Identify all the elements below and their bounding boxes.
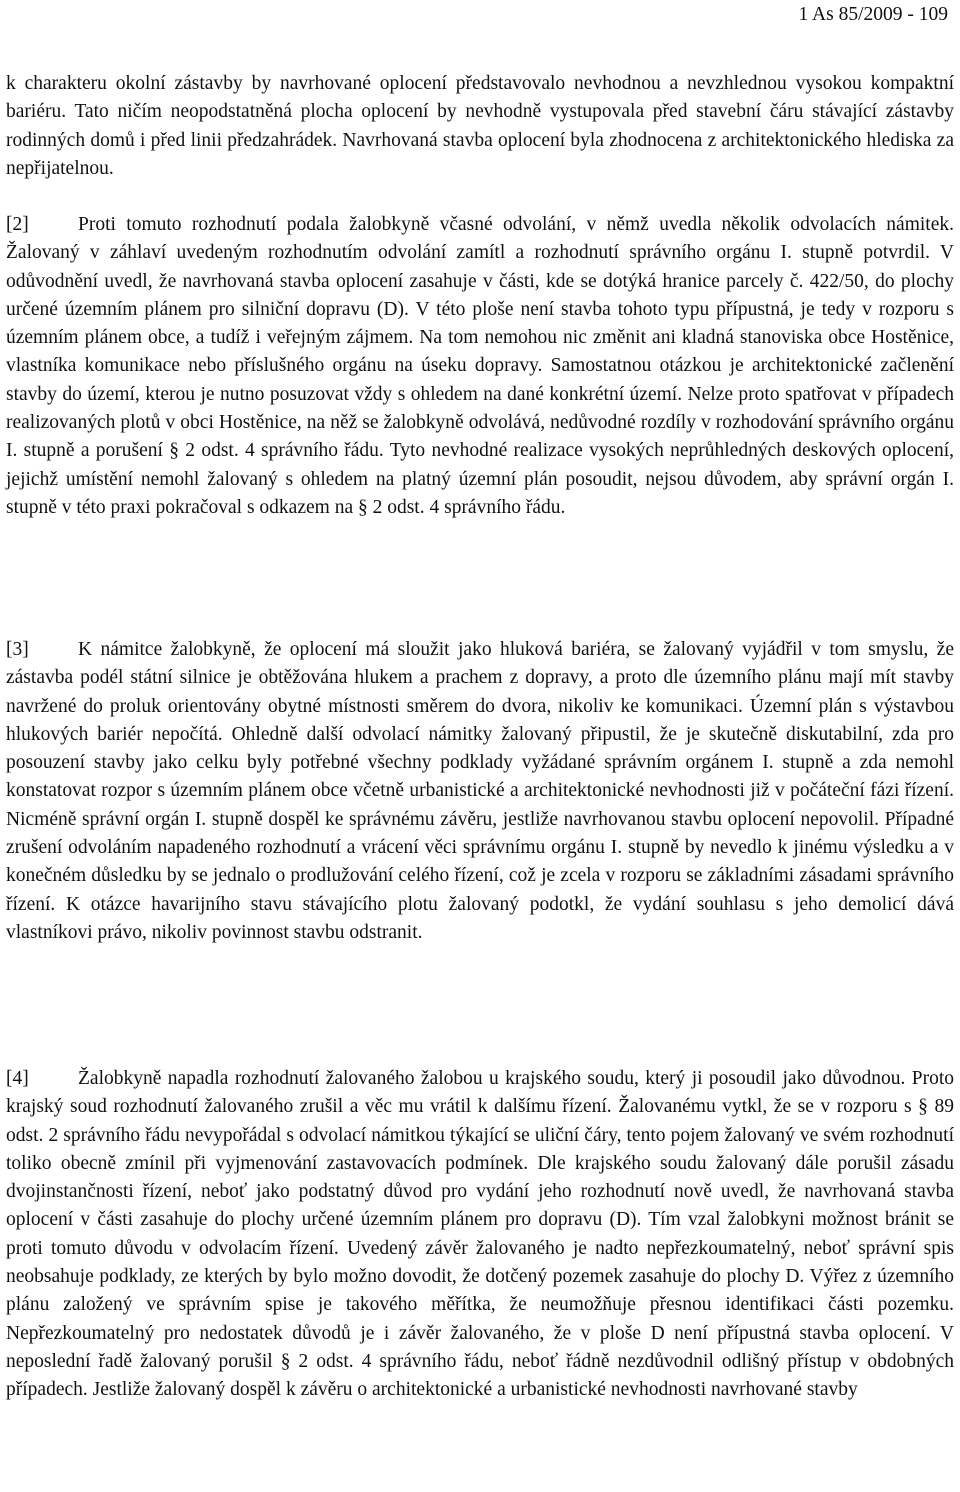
- paragraph-text: Žalobkyně napadla rozhodnutí žalovaného žalobou u krajského soudu, který ji posoudil jako důvodnou. Proto krajský soud rozhodnutí žalovaného zrušil a věc mu vrátil k dalšímu řízení. Žalovanému vytkl, že se v rozporu s § 89 odst. 2 správního řádu nevypořádal s odvolací námitkou týkající se uliční čáry, tento pojem žalovaný ve svém rozhodnutí toliko obecně zmínil při vyjmenování zastavovacích podmínek. Dle krajského soudu žalovaný dále porušil zásadu dvojinstančnosti řízení, neboť jako podstatný důvod pro vydání jeho rozhodnutí nově uvedl, že navrhovaná stavba oplocení v části zasahuje do plochy určené územním plánem pro dopravu (D). Tím vzal žalobkyni možnost bránit se proti tomuto důvodu v odvolacím řízení. Uvedený závěr žalovaného je nadto nepřezkoumatelný, neboť správní spis neobsahuje podklady, ze kterých by bylo možno dovodit, že dotčený pozemek zasahuje do plochy D. Výřez z územního plánu založený ve správním spise je takového měřítka, že neumožňuje přesnou identifikaci části pozemku. Nepřezkoumatelný pro nedostatek důvodů je i závěr žalovaného, že v ploše D není přípustná stavba oplocení. V neposlední řadě žalovaný porušil § 2 odst. 4 správního řádu, neboť řádně nezdůvodnil odlišný přístup v obdobných případech. Jestliže žalovaný dospěl k závěru o architektonické a urbanistické nevhodnosti navrhované stavby: [6, 1068, 954, 1401]
- paragraph-text: k charakteru okolní zástavby by navrhované oplocení představovalo nevhodnou a nevzhlednou vysokou kompaktní bariéru. Tato ničím neopodstatněná plocha oplocení by nevhodně vystupovala před stavební čáru stávající zástavby rodinných domů i před linii předzahrádek. Navrhovaná stavba oplocení byla zhodnocena z architektonického hlediska za nepřijatelnou.: [6, 73, 954, 179]
- paragraph-2: [6, 211, 954, 522]
- case-number-header: 1 As 85/2009 - 109: [798, 4, 948, 25]
- paragraph-4: [6, 1065, 954, 1405]
- paragraph-number: [4]: [6, 1068, 29, 1089]
- paragraph-number: [3]: [6, 639, 29, 660]
- paragraph-text: Proti tomuto rozhodnutí podala žalobkyně včasné odvolání, v němž uvedla několik odvolacích námitek. Žalovaný v záhlaví uvedeným rozhodnutím odvolání zamítl a rozhodnutí správního orgánu I. stupně potvrdil. V odůvodnění uvedl, že navrhovaná stavba oplocení zasahuje v části, kde se dotýká hranice parcely č. 422/50, do plochy určené územním plánem pro silniční dopravu (D). V této ploše není stavba tohoto typu přípustná, je tedy v rozporu s územním plánem obce, a tudíž i veřejným zájmem. Na tom nemohou nic změnit ani kladná stanoviska obce Hostěnice, vlastníka komunikace nebo příslušného orgánu na úseku dopravy. Samostatnou otázkou je architektonické začlenění stavby do území, kterou je nutno posuzovat vždy s ohledem na dané konkrétní území. Nelze proto spatřovat v případech realizovaných plotů v obci Hostěnice, na něž se žalobkyně odvolává, nedůvodné rozdíly v rozhodování správního orgánu I. stupně a porušení § 2 odst. 4 správního řádu. Tyto nevhodné realizace vysokých neprůhledných deskových oplocení, jejichž umístění nemohl žalovaný s ohledem na platný územní plán posoudit, nejsou důvodem, aby správní orgán I. stupně v této praxi pokračoval s odkazem na § 2 odst. 4 správního řádu.: [6, 214, 954, 518]
- paragraph-text: K námitce žalobkyně, že oplocení má sloužit jako hluková bariéra, se žalovaný vyjádřil v tom smyslu, že zástavba podél státní silnice je obtěžována hlukem a prachem z dopravy, a proto dle územního plánu mají mít stavby navržené do proluk orientovány obytné místnosti směrem do dvora, nikoliv ke komunikaci. Územní plán s výstavbou hlukových bariér nepočítá. Ohledně další odvolací námitky žalovaný připustil, že je skutečně diskutabilní, zda pro posouzení stavby jako celku byly potřebné všechny podklady vyžádané správním orgánem I. stupně a zda nemohl konstatovat rozpor s územním plánem obce včetně urbanistické a architektonické nevhodnosti již v počáteční fázi řízení. Nicméně správní orgán I. stupně dospěl ke správnému závěru, jestliže navrhovanou stavbu oplocení nepovolil. Případné zrušení odvoláním napadeného rozhodnutí a vrácení věci správnímu orgánu I. stupně by nevedlo k jinému výsledku a v konečném důsledku by se jednalo o prodlužování celého řízení, což je zcela v rozporu se základními zásadami správního řízení. K otázce havarijního stavu stávajícího plotu žalovaný podotkl, že vydání souhlasu s jeho demolicí dává vlastníkovi právo, nikoliv povinnost stavbu odstranit.: [6, 639, 954, 943]
- paragraph-number: [2]: [6, 214, 29, 235]
- paragraph-3: [6, 636, 954, 947]
- paragraph-continuation: [6, 70, 954, 183]
